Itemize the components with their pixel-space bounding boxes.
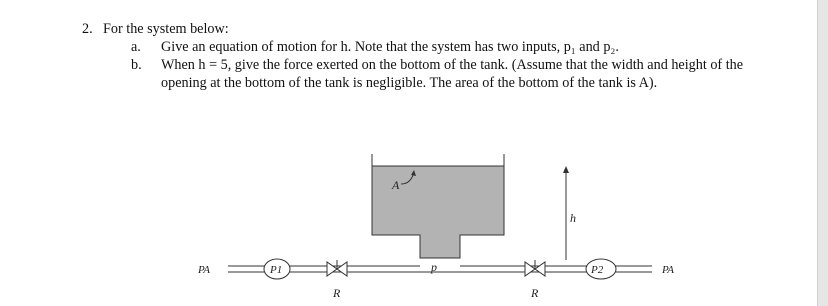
height-arrow-head (563, 166, 569, 173)
left-ambient-label: PA (198, 264, 211, 276)
left-source-label: P1 (270, 264, 283, 276)
right-resistance-label: R (531, 286, 539, 300)
question-intro: For the system below: (103, 21, 229, 37)
part-b-label: b. (131, 57, 142, 73)
pressure-label: p (431, 260, 437, 274)
question-number: 2. (82, 21, 93, 37)
height-label: h (570, 211, 576, 225)
area-label: A (392, 178, 400, 192)
right-ambient-label: PA (662, 264, 675, 276)
right-source-label: P2 (591, 264, 604, 276)
part-a-text: Give an equation of motion for h. Note that the system has two inputs, p₁ and p₂. (161, 39, 619, 55)
part-b-text: When h = 5, give the force exerted on the bottom of the tank. (Assume that the width and height of the opening at the bottom of the tank is negligible. The area of the bottom of the tank is A). (161, 57, 744, 91)
part-a-label: a. (131, 39, 141, 55)
left-resistance-label: R (333, 286, 341, 300)
